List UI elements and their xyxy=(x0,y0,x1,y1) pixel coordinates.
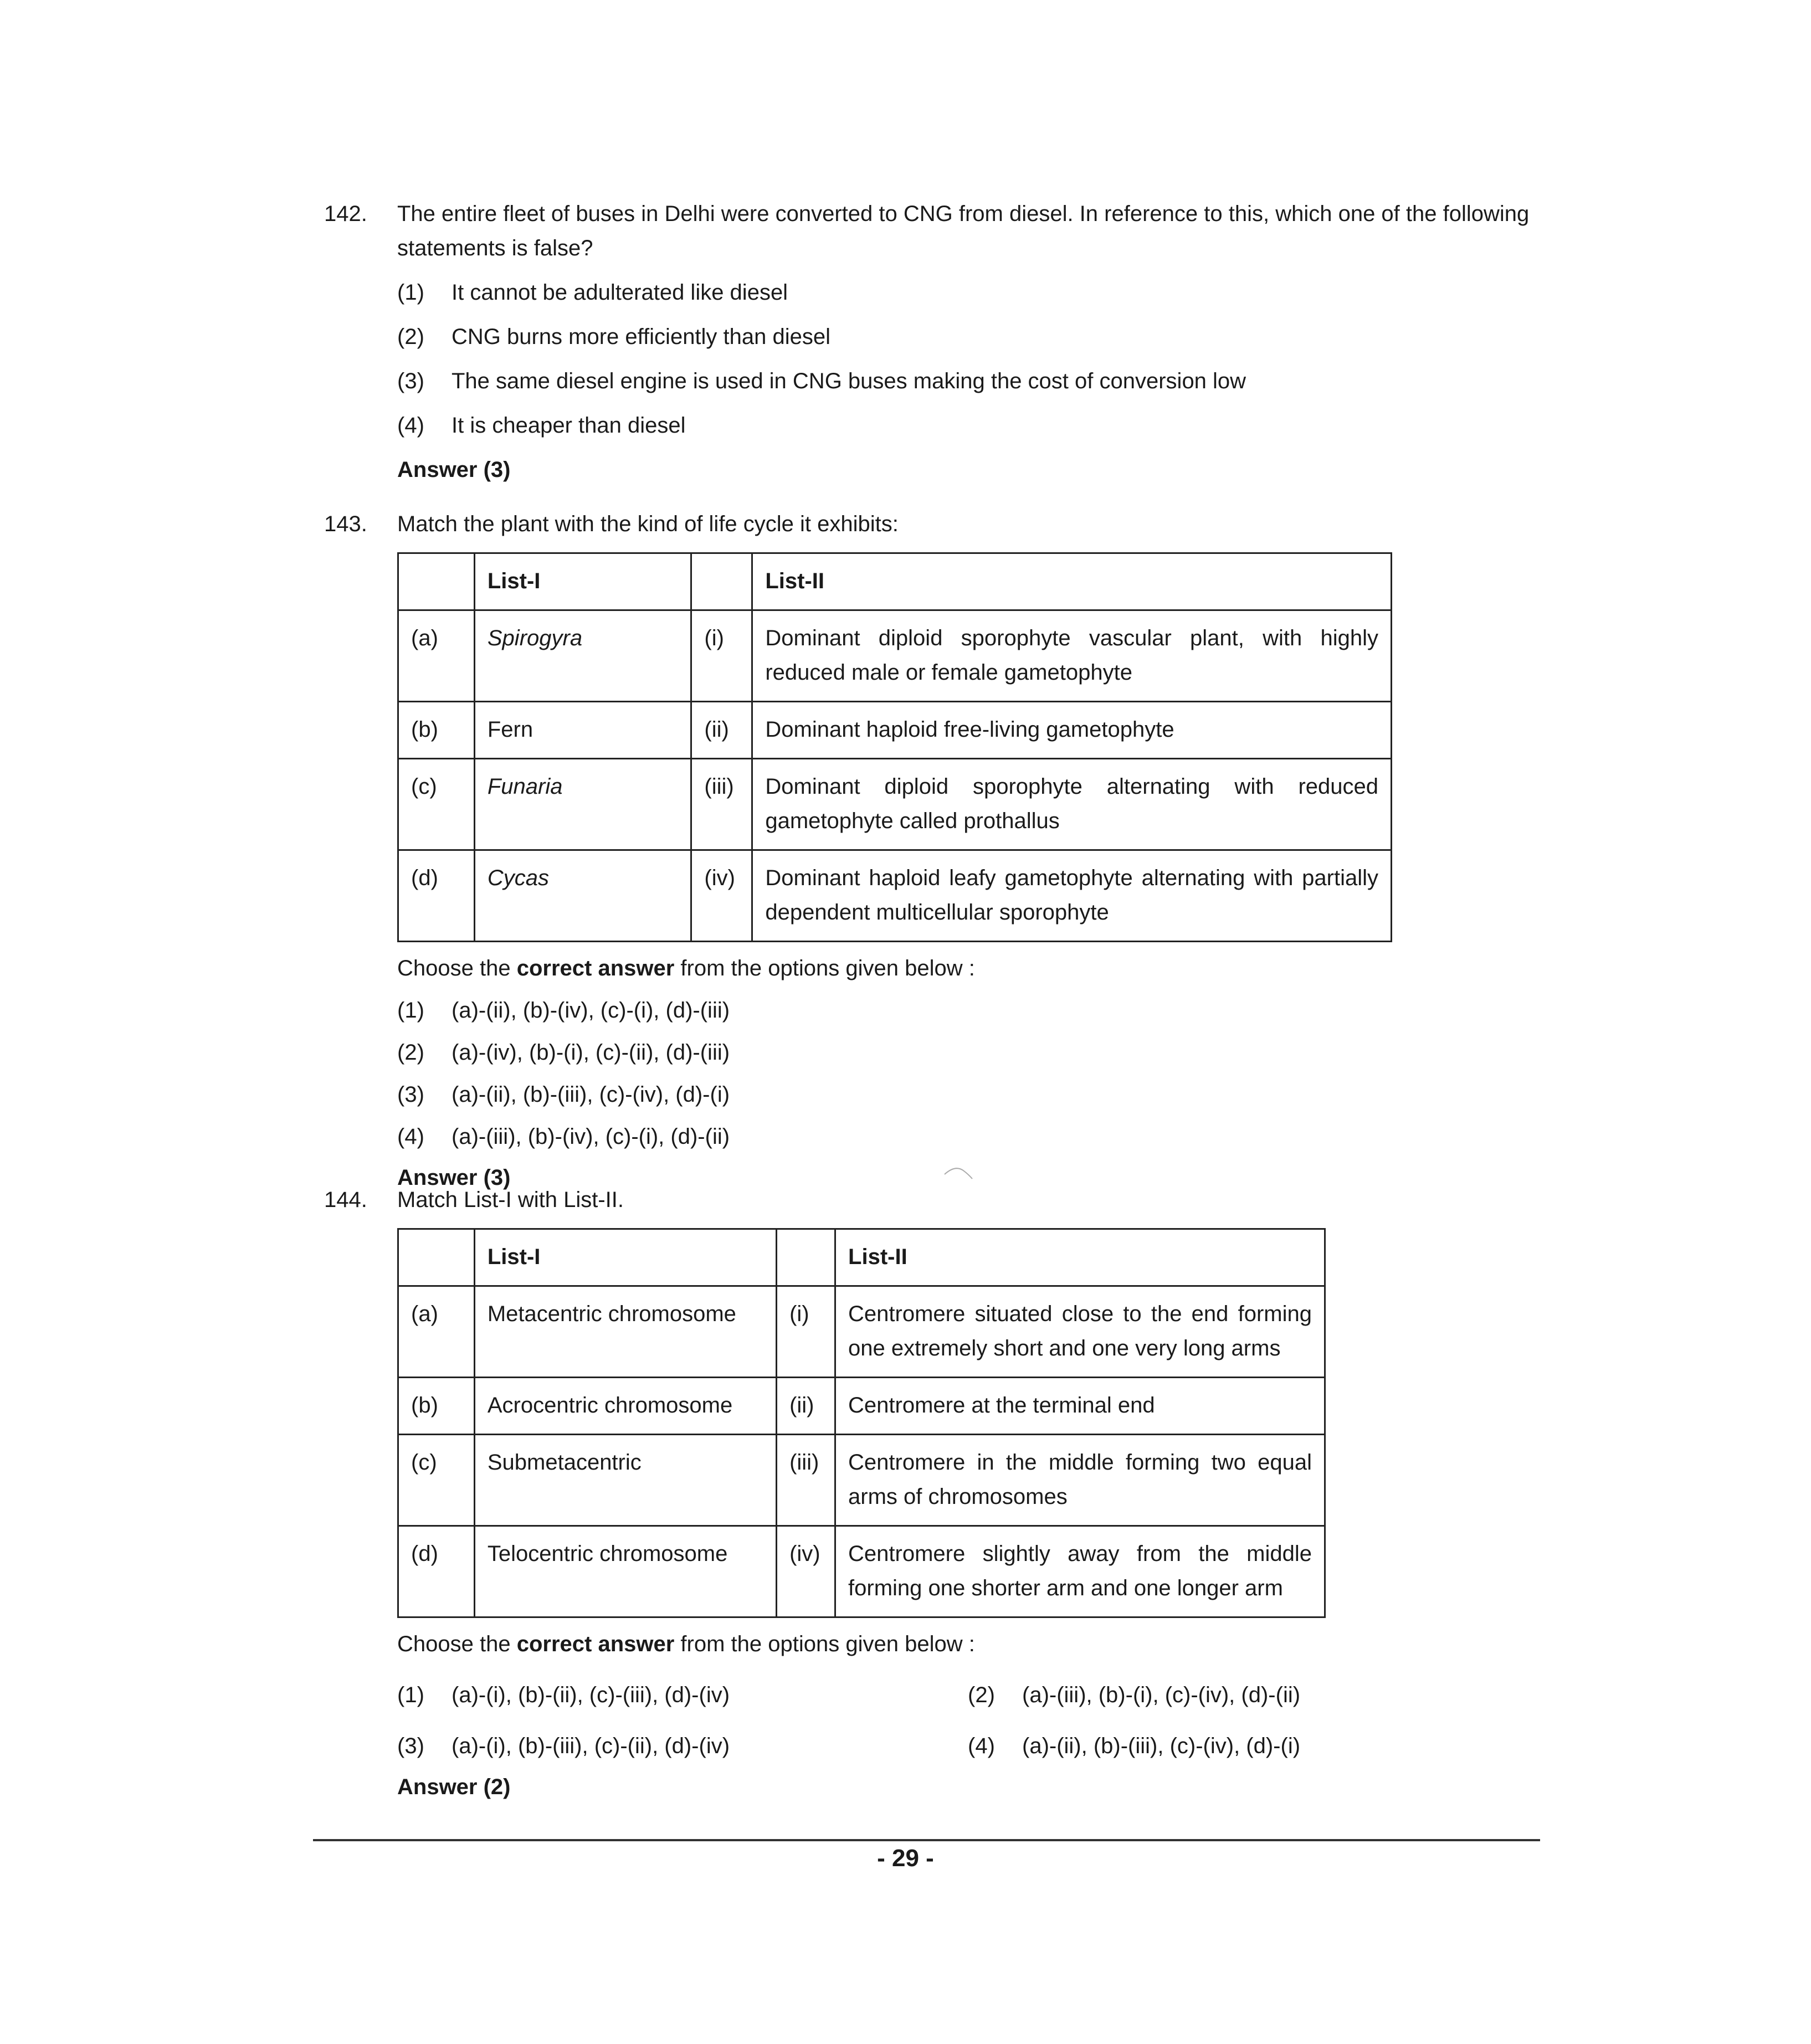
option-1: (1) It cannot be adulterated like diesel xyxy=(397,280,788,305)
answer: Answer (3) xyxy=(397,458,511,482)
match-table xyxy=(397,1228,1326,1618)
stray-mark-icon xyxy=(942,1163,975,1180)
question-text: Match List-I with List-II. xyxy=(397,1188,624,1212)
options-grid xyxy=(397,1678,1537,1763)
answer: Answer (2) xyxy=(397,1775,511,1799)
question-144 xyxy=(324,1183,1537,1804)
option-1: (1) (a)-(ii), (b)-(iv), (c)-(i), (d)-(iii) xyxy=(397,998,730,1023)
table-header-row xyxy=(398,1229,1325,1286)
table-row: (c) Submetacentric (iii) Centromere in the middle forming two equal arms of chromosomes xyxy=(398,1435,1325,1526)
option-2: (2) CNG burns more efficiently than diesel xyxy=(397,325,831,349)
table-row: (d) Cycas (iv) Dominant haploid leafy gametophyte alternating with partially dependent multicellular sporophyte xyxy=(398,850,1392,942)
option-3: (3) The same diesel engine is used in CNG buses making the cost of conversion low xyxy=(397,369,1246,393)
table-row: (c) Funaria (iii) Dominant diploid sporophyte alternating with reduced gametophyte called prothallus xyxy=(398,759,1392,850)
footer-divider xyxy=(313,1839,1540,1841)
question-text: Match the plant with the kind of life cycle it exhibits: xyxy=(397,512,899,536)
option-4: (4) It is cheaper than diesel xyxy=(397,413,686,438)
match-table xyxy=(397,552,1392,942)
question-number: 144. xyxy=(324,1188,367,1212)
choose-instruction: Choose the correct answer from the options given below : xyxy=(397,956,975,980)
option-4: (4) (a)-(ii), (b)-(iii), (c)-(iv), (d)-(i) xyxy=(968,1734,1301,1758)
page-number: - 29 - xyxy=(877,1845,934,1872)
table-row: (d) Telocentric chromosome (iv) Centromere slightly away from the middle forming one shorter arm and one longer arm xyxy=(398,1526,1325,1617)
option-3: (3) (a)-(ii), (b)-(iii), (c)-(iv), (d)-(i) xyxy=(397,1082,730,1107)
option-3: (3) (a)-(i), (b)-(iii), (c)-(ii), (d)-(iv) xyxy=(397,1734,730,1758)
answer: Answer (3) xyxy=(397,1165,511,1190)
list-1-header: List-I xyxy=(474,553,691,610)
question-number: 143. xyxy=(324,512,367,536)
table-row: (a) Spirogyra (i) Dominant diploid sporophyte vascular plant, with highly reduced male or female gametophyte xyxy=(398,610,1392,702)
list-2-header: List-II xyxy=(835,1229,1325,1286)
list-1-header: List-I xyxy=(474,1229,776,1286)
option-2: (2) (a)-(iv), (b)-(i), (c)-(ii), (d)-(iii) xyxy=(397,1040,730,1065)
table-row: (b) Acrocentric chromosome (ii) Centromere at the terminal end xyxy=(398,1378,1325,1435)
table-row: (b) Fern (ii) Dominant haploid free-living gametophyte xyxy=(398,702,1392,759)
question-text: The entire fleet of buses in Delhi were converted to CNG from diesel. In reference to this, which one of the following statements is false? xyxy=(397,202,1530,260)
question-number: 142. xyxy=(324,202,367,226)
table-header-row xyxy=(398,553,1392,610)
question-142 xyxy=(324,197,1537,487)
table-row: (a) Metacentric chromosome (i) Centromere situated close to the end forming one extremely short and one very long arms xyxy=(398,1286,1325,1378)
option-4: (4) (a)-(iii), (b)-(iv), (c)-(i), (d)-(ii) xyxy=(397,1124,730,1149)
option-2: (2) (a)-(iii), (b)-(i), (c)-(iv), (d)-(ii) xyxy=(968,1683,1301,1707)
question-143 xyxy=(324,507,1537,1195)
list-2-header: List-II xyxy=(752,553,1392,610)
option-1: (1) (a)-(i), (b)-(ii), (c)-(iii), (d)-(iv) xyxy=(397,1683,730,1707)
choose-instruction: Choose the correct answer from the options given below : xyxy=(397,1632,975,1656)
